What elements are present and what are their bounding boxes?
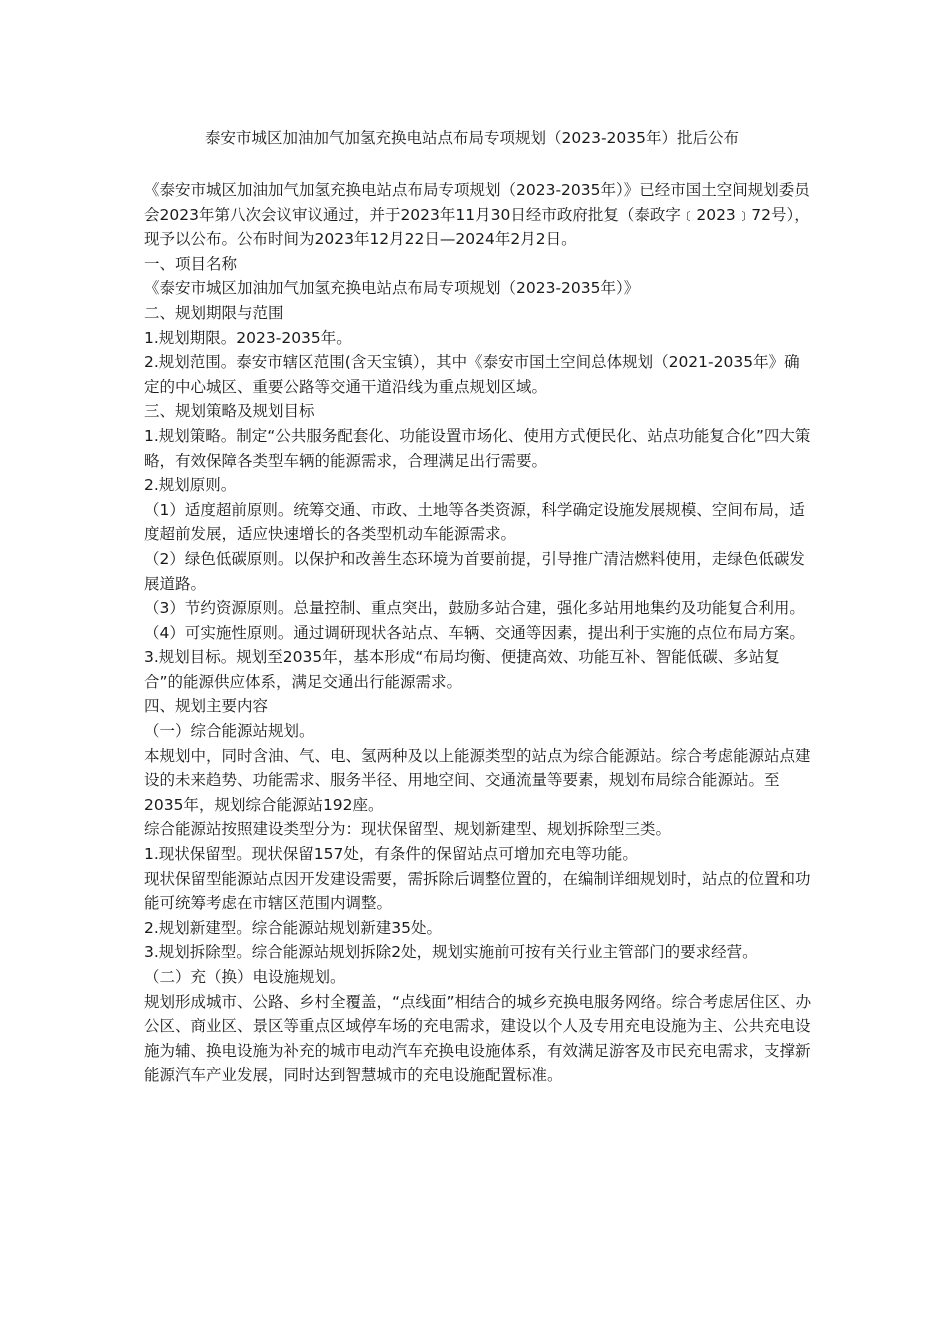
section-heading-strategy-goals: 三、规划策略及规划目标 bbox=[144, 402, 315, 421]
intro-paragraph: 《泰安市城区加油加气加氢充换电站点布局专项规划（2023-2035年）》已经市国土空间规划委员会2023年第八次会议审议通过，并于2023年11月30日经市政府批复（泰政字﹝2023﹞72号），现予以公布。公布时间为2023年12月22日—2024年2月2日。 bbox=[144, 181, 810, 249]
planning-principles-heading: 2.规划原则。 bbox=[144, 476, 237, 495]
retained-adjustment-paragraph: 现状保留型能源站点因开发建设需要，需拆除后调整位置的，在编制详细规划时，站点的位置和功能可统筹考虑在市辖区范围内调整。 bbox=[144, 869, 811, 913]
energy-station-paragraph: 本规划中，同时含油、气、电、氢两种及以上能源类型的站点为综合能源站。综合考虑能源站点建设的未来趋势、功能需求、服务半径、用地空间、交通流量等要素，规划布局综合能源站。至2035年，规划综合能源站192座。 bbox=[144, 746, 811, 814]
retained-type-paragraph: 1.现状保留型。现状保留157处，有条件的保留站点可增加充电等功能。 bbox=[144, 845, 638, 864]
project-name-paragraph: 《泰安市城区加油加气加氢充换电站点布局专项规划（2023-2035年）》 bbox=[144, 279, 640, 298]
planning-period-paragraph: 1.规划期限。2023-2035年。 bbox=[144, 328, 352, 347]
section-heading-main-content: 四、规划主要内容 bbox=[144, 697, 269, 716]
subsection-heading-energy-station: （一）综合能源站规划。 bbox=[144, 722, 315, 741]
demolition-type-paragraph: 3.规划拆除型。综合能源站规划拆除2处，规划实施前可按有关行业主管部门的要求经营。 bbox=[144, 943, 758, 962]
planning-goal-paragraph: 3.规划目标。规划至2035年，基本形成“布局均衡、便捷高效、功能互补、智能低碳、多站复合”的能源供应体系，满足交通出行能源需求。 bbox=[144, 648, 780, 691]
principle-2-paragraph: （2）绿色低碳原则。以保护和改善生态环境为首要前提，引导推广清洁燃料使用，走绿色低碳发展道路。 bbox=[144, 549, 805, 593]
section-heading-project-name: 一、项目名称 bbox=[144, 254, 238, 273]
document-title: 泰安市城区加油加气加氢充换电站点布局专项规划（2023-2035年）批后公布 bbox=[205, 129, 739, 147]
section-heading-period-scope: 二、规划期限与范围 bbox=[144, 303, 284, 322]
station-types-paragraph: 综合能源站按照建设类型分为：现状保留型、规划新建型、规划拆除型三类。 bbox=[144, 820, 672, 839]
document-body bbox=[144, 178, 812, 1088]
new-build-type-paragraph: 2.规划新建型。综合能源站规划新建35处。 bbox=[144, 918, 443, 937]
planning-strategy-paragraph: 1.规划策略。制定“公共服务配套化、功能设置市场化、使用方式便民化、站点功能复合化”四大策略，有效保障各类型车辆的能源需求，合理满足出行需要。 bbox=[144, 426, 811, 470]
principle-1-paragraph: （1）适度超前原则。统筹交通、市政、土地等各类资源，科学确定设施发展规模、空间布局，适度超前发展，适应快速增长的各类型机动车能源需求。 bbox=[144, 500, 805, 544]
principle-3-paragraph: （3）节约资源原则。总量控制、重点突出，鼓励多站合建，强化多站用地集约及功能复合利用。 bbox=[144, 599, 805, 618]
charging-network-paragraph: 规划形成城市、公路、乡村全覆盖，“点线面”相结合的城乡充换电服务网络。综合考虑居住区、办公区、商业区、景区等重点区域停车场的充电需求，建设以个人及专用充电设施为主、公共充电设施为辅、换电设施为补充的城市电动汽车充换电设施体系，有效满足游客及市民充电需求，支撑新能源汽车产业发展，同时达到智慧城市的充电设施配置标准。 bbox=[144, 992, 812, 1085]
principle-4-paragraph: （4）可实施性原则。通过调研现状各站点、车辆、交通等因素，提出利于实施的点位布局方案。 bbox=[144, 623, 805, 642]
subsection-heading-charging: （二）充（换）电设施规划。 bbox=[144, 968, 346, 986]
planning-scope-paragraph: 2.规划范围。泰安市辖区范围(含天宝镇），其中《泰安市国土空间总体规划（2021-2035年》确定的中心城区、重要公路等交通干道沿线为重点规划区域。 bbox=[144, 353, 800, 396]
